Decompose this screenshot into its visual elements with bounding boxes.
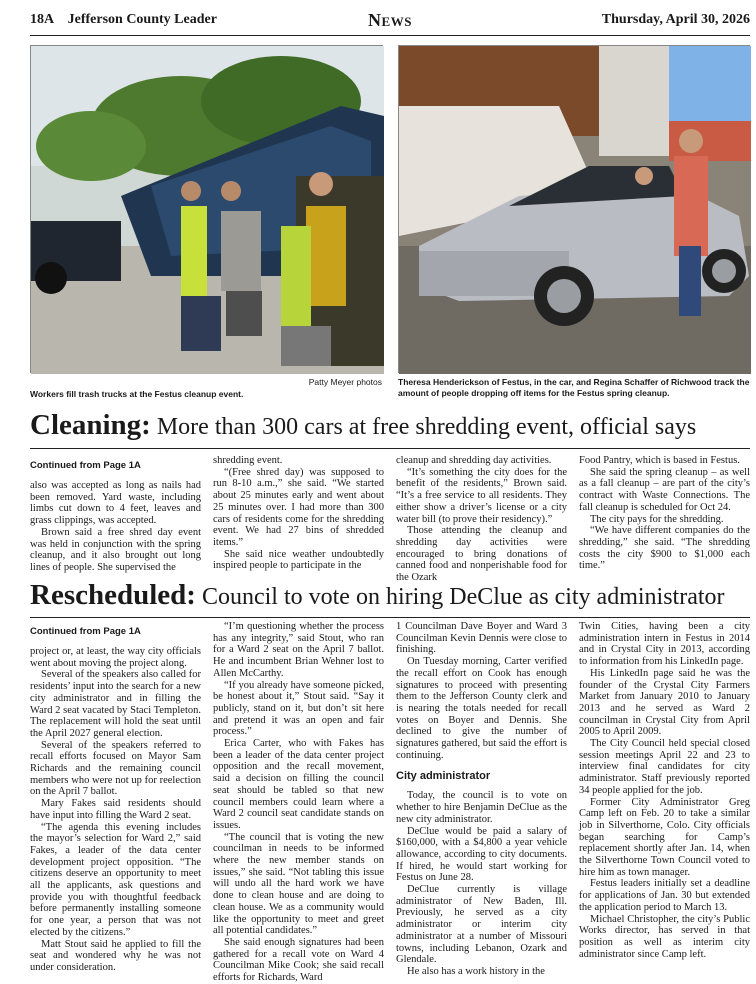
story2-paragraph: Several of the speakers referred to recall efforts focused on Mayor Sam Richards and the remaining council members who were not up for reelection on the April 7 ballot. (30, 739, 201, 798)
story2-paragraph: Today, the council is to vote on whether to hire Benjamin DeClue as the new city administrator. (396, 790, 567, 825)
story1-col1 (30, 455, 201, 573)
city-administrator-subhead: City administrator (396, 770, 491, 783)
left-photo-caption: Workers fill trash trucks at the Festus cleanup event. (30, 389, 244, 399)
section-name: News (368, 10, 412, 30)
story1-headline (30, 409, 750, 442)
story2-col3 (396, 621, 567, 979)
story2-paragraph: His LinkedIn page said he was the founder of the Crystal City Farmers Market from January 2010 to January 2013 and he served as Ward 2 councilman in Crystal City from April 2005 to April 2009. (579, 667, 750, 738)
story2-continued: Continued from Page 1A (30, 626, 141, 637)
story2-paragraph: “If you already have someone picked, be honest about it,” Stout said. “Say it publicly, stand on it, but don’t sit here and pretend it was an open and fair process.” (213, 679, 384, 738)
story2-paragraph: “I’m questioning whether the process has any integrity,” said Stout, who ran for a Ward 2 seat on the April 7 ballot. He and incumbent Brian Wehner lost to Allen McCarthy. (213, 621, 384, 679)
story2-headline-text: Council to vote on hiring DeClue as city administrator (201, 584, 725, 610)
story1-col2 (213, 455, 384, 573)
story1-continued: Continued from Page 1A (30, 460, 141, 471)
story2-paragraph: “The agenda this evening includes the mayor’s selection for Ward 2,” said Fakes, a leader of the data center development project opposition. “The citizens deserve an opportunity to meet all the applicants, ask questions and provide you with thoughtful feedback before permanently installing someone for one year, a person that was not elected by the citizens.” (30, 821, 201, 938)
paper-name: Jefferson County Leader (67, 12, 217, 27)
story1-paragraph: “(Free shred day) was supposed to run 8-10 a.m.,” she said. “We started about 25 minutes early and went about 25 minutes over. I had more than 300 cars of residents come for the shredding event. We had 27 bins of shredded items.” (213, 466, 384, 548)
issue-date: Thursday, April 30, 2026 (601, 12, 750, 27)
story1-paragraph: Food Pantry, which is based in Festus. (579, 455, 740, 466)
page-number: 18A (30, 12, 55, 27)
story2-paragraph: Twin Cities, having been a city administration intern in Festus in 2014 and in Crystal City in 2013, according to information from his LinkedIn page. (579, 621, 750, 668)
story1-paragraph: shredding event. (213, 455, 283, 466)
story1-paragraph: “It’s something the city does for the benefit of the residents,” Brown said. “It’s a free service to all residents. They either show a driver’s license or a city water bill (to prove their residency).” (396, 466, 567, 525)
photo-credit: Patty Meyer photos (308, 377, 382, 387)
photo-trash-trucks (30, 45, 383, 373)
story1-col3 (396, 455, 567, 584)
story1-paragraph: She said nice weather undoubtedly inspired people to participate in the (213, 548, 384, 572)
story1-paragraph: The city pays for the shredding. (590, 513, 724, 525)
story2-col1 (30, 621, 201, 979)
story1-paragraph: also was accepted as long as nails had been removed. Yard waste, including limbs cut down to 4 feet, leaves and grass clippings, was accepted. (30, 480, 201, 527)
story1-rule (30, 448, 750, 449)
story2-paragraph: project or, at least, the way city officials went about moving the project along. (30, 646, 201, 669)
photo-trash-trucks-image (31, 46, 384, 374)
story2-col4 (579, 621, 750, 979)
story2-paragraph: The City Council held special closed session meetings April 22 and 23 to interview final candidates for city administrator. Staff previously reported 34 people applied for the job. (579, 738, 750, 796)
story2-paragraph: She said enough signatures had been gathered for a recall vote on Ward 4 Councilman Mike Cook; she said recall efforts for Richards, Ward (213, 936, 384, 984)
story2-col2 (213, 621, 384, 984)
story2-paragraph: DeClue would be paid a salary of $160,000, with a $4,800 a year vehicle allowance, according to city documents. If hired, he would start working for Festus on June 28. (396, 825, 567, 884)
story2-columns (30, 621, 750, 984)
story1-col4 (579, 455, 750, 573)
story2-paragraph: He also has a work history in the (407, 965, 545, 977)
story1-headline-text: More than 300 cars at free shredding event, official says (156, 414, 697, 440)
story2-paragraph: Matt Stout said he applied to fill the seat and wondered why he was not under consideration. (30, 938, 201, 973)
story2-paragraph: DeClue currently is village administrator of New Baden, Ill. Previously, he served as a city administrator or interim city administrator at a number of Missouri towns, including Lebanon, Ozark and Glendale. (396, 884, 567, 966)
photo-car-cleanup (398, 45, 750, 373)
page-header (30, 10, 750, 36)
story1-paragraph: “We have different companies do the shredding,” she said. “The shredding costs the city $900 to $1,000 each time.” (579, 525, 750, 572)
story1-columns (30, 455, 750, 584)
story1-paragraph: She said the spring cleanup – as well as a fall cleanup – are part of the city’s contract with Waste Connections. The fall cleanup is scheduled for Oct 24. (579, 466, 750, 513)
photo-car-cleanup-image (399, 46, 751, 374)
story2-paragraph: Mary Fakes said residents should have input into filling the Ward 2 seat. (30, 798, 201, 821)
story2-paragraph: 1 Councilman Dave Boyer and Ward 3 Councilman Kevin Dennis were close to finishing. (396, 621, 567, 656)
story1-kicker: Cleaning: (30, 409, 151, 441)
story2-paragraph: On Tuesday morning, Carter verified the recall effort on Cook has enough signatures to proceed with presenting them to the Jefferson County clerk and is nearing the totals needed for recall votes on Boyer and Dennis. She declined to give the number of signatures gathered, but said the effort is continuing. (396, 656, 567, 761)
right-photo-caption: Theresa Henderickson of Festus, in the car, and Regina Schaffer of Richwood track the amount of people dropping off items for the Festus spring cleanup. (398, 377, 750, 398)
story2-paragraph: Former City Administrator Greg Camp left on Feb. 20 to take a similar job in Silverthorne, Colo. City officials began searching for Camp’s replacement shortly after Jan. 14, when the Silverthorne Town Council voted to hire him as town manager. (579, 796, 750, 878)
story1-paragraph: Brown said a free shred day event was held in conjunction with the spring cleanup, and it also brought out long lines of people. She supervised the (30, 526, 201, 573)
story2-paragraph: Several of the speakers also called for residents’ input into the search for a new city administrator and in filling the Ward 2 seat vacated by Staci Templeton. The replacement will hold the seat until the April 2027 general election. (30, 669, 201, 739)
story2-paragraph: Festus leaders initially set a deadline for applications of Jan. 30 but extended the application period to March 13. (579, 878, 750, 913)
story2-paragraph: Erica Carter, who with Fakes has been a leader of the data center project opposition and the recall movement, said a decision on filling the council seat should be tabled so that new council members could learn where a Ward 2 council seat candidate stands on issues. (213, 738, 384, 831)
story1-paragraph: Those attending the cleanup and shredding day activities were encouraged to bring donations of canned food and nonperishable food for the Ozark (396, 525, 567, 584)
story2-kicker: Rescheduled: (30, 579, 196, 611)
story2-paragraph: Michael Christopher, the city’s Public Works director, has served in that position as well as interim city administrator since Camp left. (579, 913, 750, 960)
story1-paragraph: cleanup and shredding day activities. (396, 455, 552, 466)
story2-rule (30, 617, 750, 618)
story2-paragraph: “The council that is voting the new councilman in needs to be informed where the new member stands on issues,” she said. “Not tabling this issue will undo all the hard work we have done to clean house and are doing to clean house. We as a community would like the opportunity to meet and greet all potential candidates.” (213, 831, 384, 937)
story2-headline (30, 579, 750, 612)
